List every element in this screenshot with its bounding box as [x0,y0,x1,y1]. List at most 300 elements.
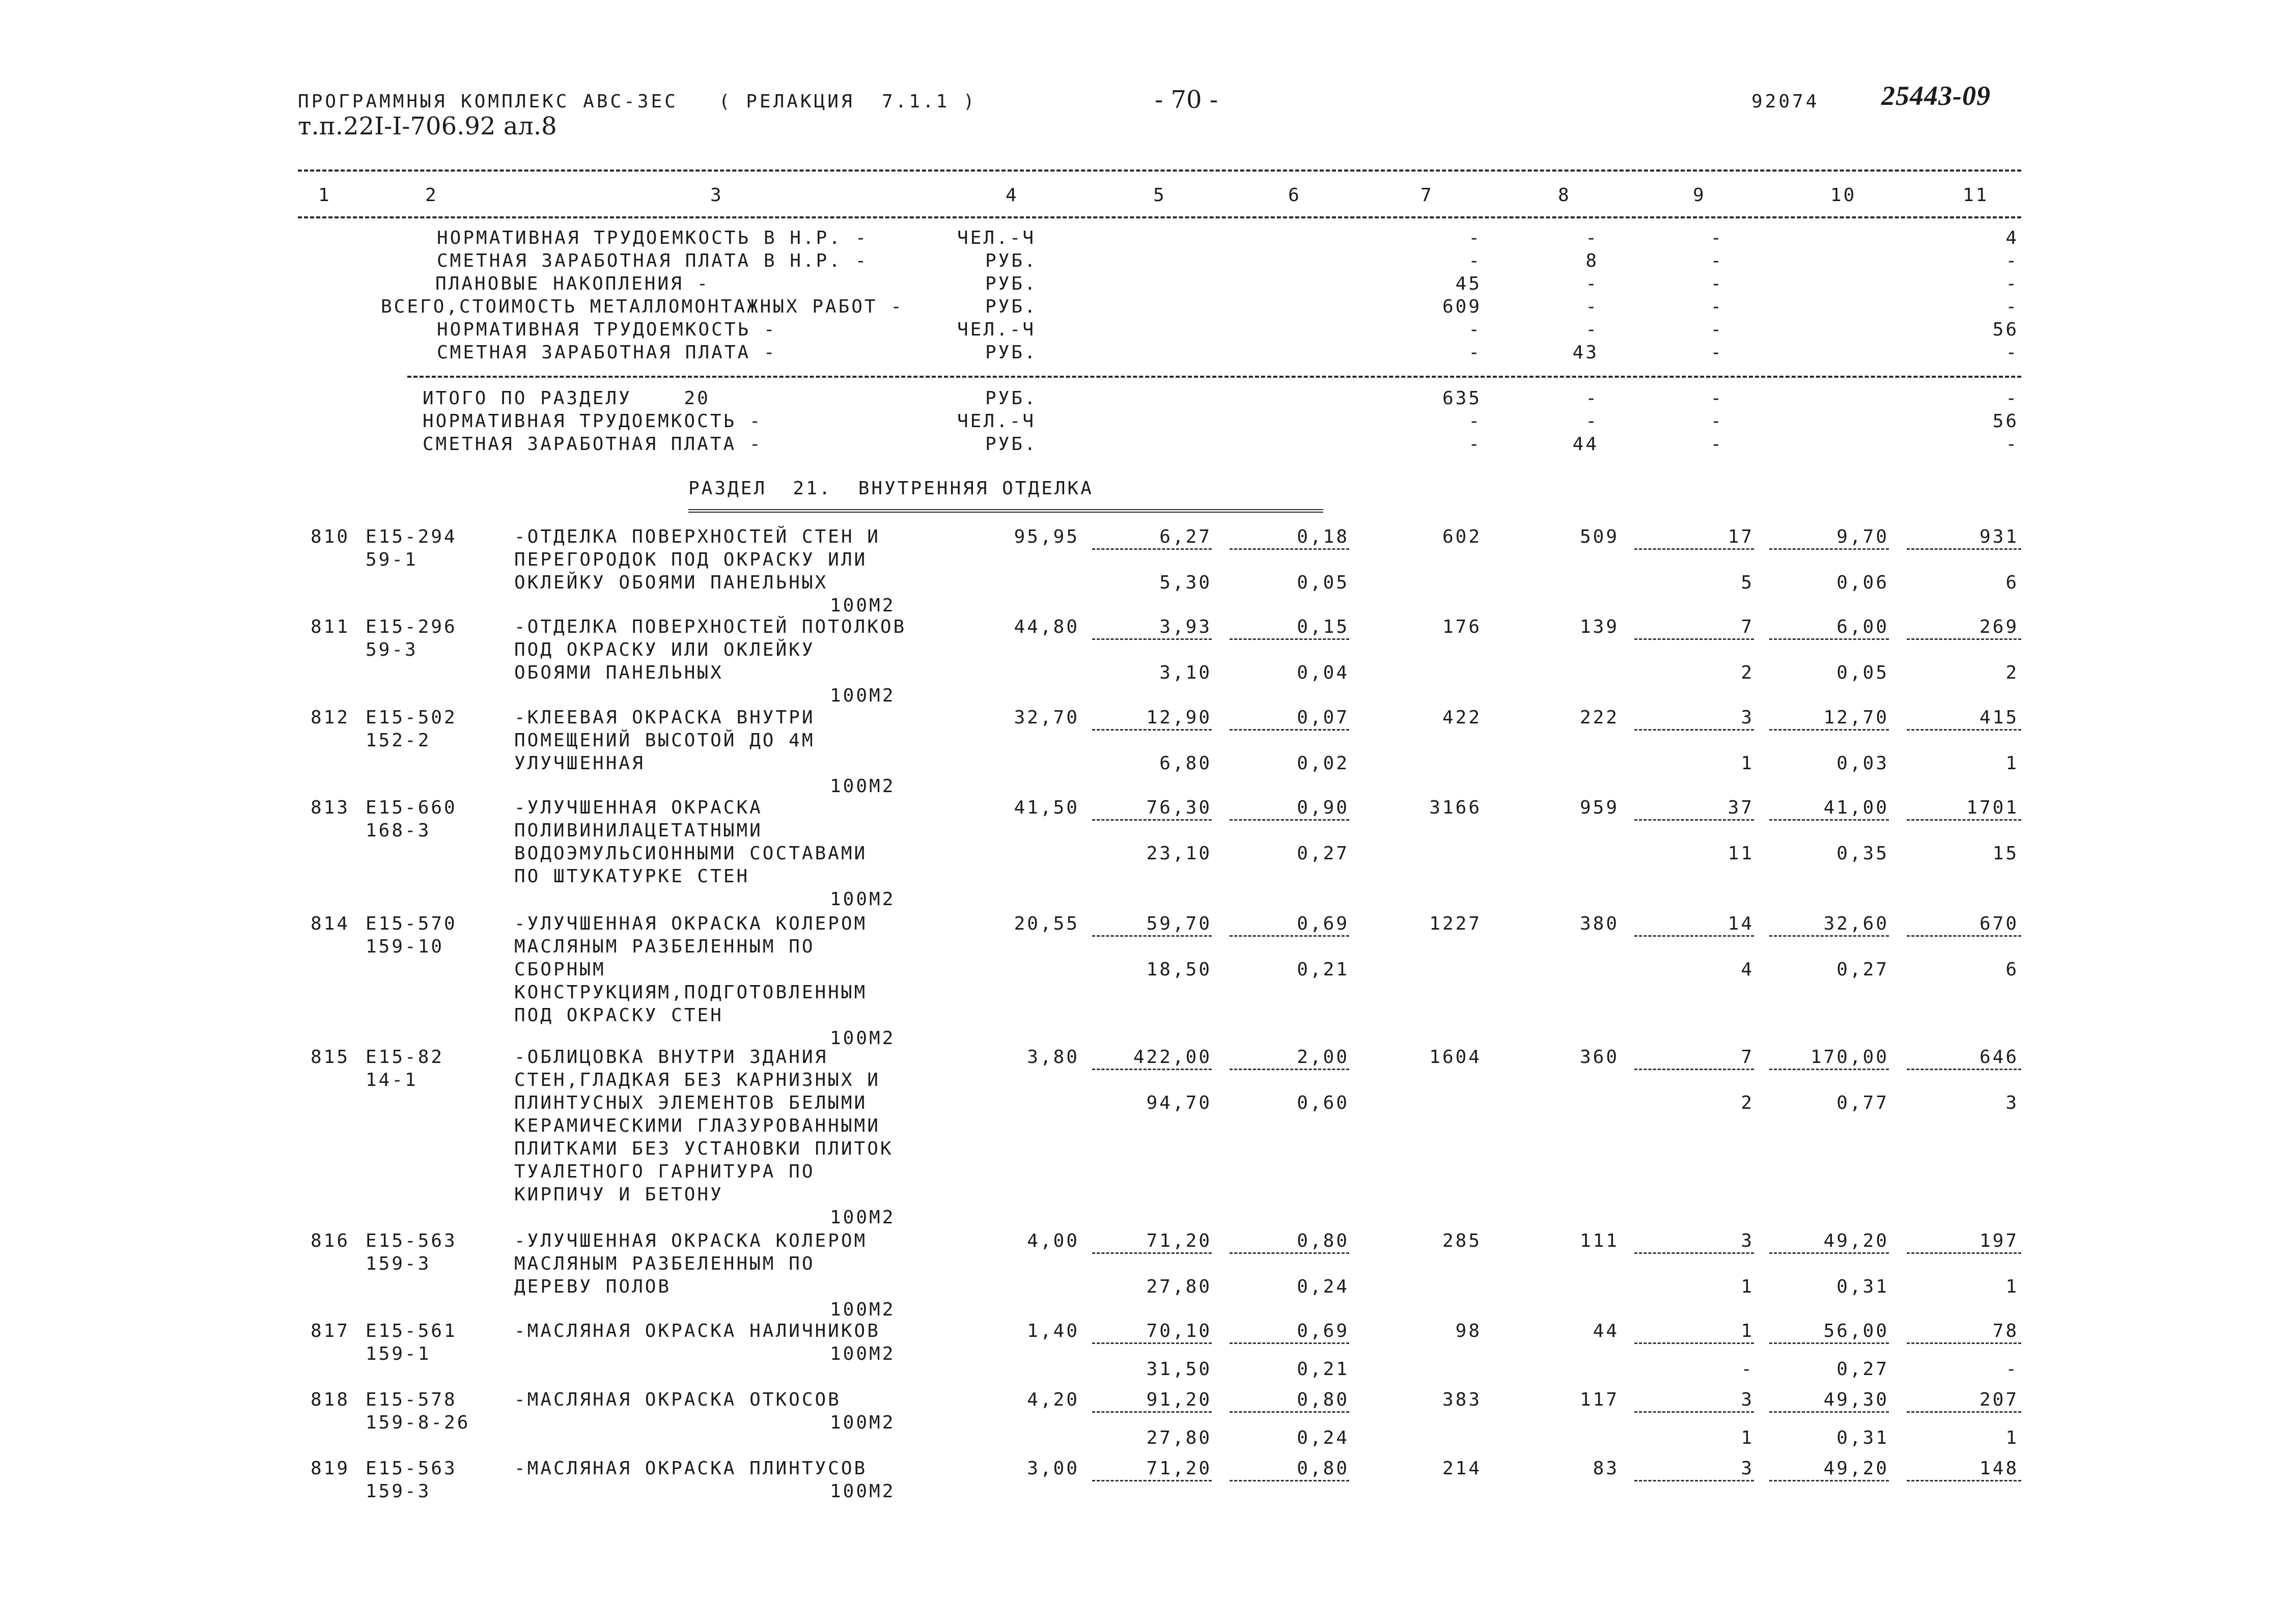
summary-col11: 56 [1992,411,2019,432]
entry-description: -ОТДЕЛКА ПОВЕРХНОСТЕЙ СТЕН И [514,526,880,547]
entry-c6: 0,69 [1297,913,1349,934]
summary-col8: - [1585,273,1599,294]
entry-c11b: 3 [2005,1093,2019,1113]
entry-code: Е15-294 [366,526,457,547]
subtotal-divider [1092,729,1212,731]
entry-description: МАСЛЯНЫМ РАЗБЕЛЕННЫМ ПО [514,1253,815,1274]
subtotal-divider [1634,729,1754,731]
summary-col11: 56 [1992,319,2019,340]
entry-number: 814 [311,913,350,934]
entry-description: -УЛУЧШЕННАЯ ОКРАСКА КОЛЕРОМ [514,1230,868,1251]
entry-c5b: 3,10 [1159,662,1212,683]
entry-qty: 41,50 [1014,797,1079,818]
entry-code: Е15-82 [366,1047,444,1068]
entry-c10b: 0,03 [1836,753,1889,774]
subtotal-divider [1907,638,2021,640]
entry-description: МАСЛЯНЫМ РАЗБЕЛЕННЫМ ПО [514,936,815,957]
entry-number: 811 [311,617,350,637]
summary-col8: 43 [1572,342,1599,363]
entry-c6b: 0,24 [1297,1427,1349,1448]
entry-c9b: 1 [1741,753,1754,774]
entry-c5: 422,00 [1133,1047,1212,1068]
entry-c8: 117 [1579,1389,1619,1410]
subtotal-divider [1907,1411,2021,1413]
entry-c7: 98 [1455,1321,1482,1341]
entry-c10: 32,60 [1823,913,1889,934]
entry-c11: 1701 [1966,797,2019,818]
subtotal-divider [1230,1252,1349,1254]
entry-c5: 71,20 [1146,1230,1212,1251]
entry-c9b: 4 [1741,959,1754,980]
subtotal-divider [1769,729,1889,731]
page-number: - 70 - [1155,86,1218,114]
entry-c10: 12,70 [1823,707,1889,728]
column-number: 5 [1153,185,1166,206]
entry-c11: 415 [1979,707,2019,728]
entry-description: -МАСЛЯНАЯ ОКРАСКА ОТКОСОВ [514,1389,841,1410]
subtotal-divider [1230,638,1349,640]
entry-description: -УЛУЧШЕННАЯ ОКРАСКА [514,797,763,818]
entry-code: Е15-561 [366,1321,457,1341]
entry-c11: 931 [1979,526,2019,547]
entry-number: 818 [311,1389,350,1410]
entry-description: ПЛИТКАМИ БЕЗ УСТАНОВКИ ПЛИТОК [514,1138,894,1159]
subtotal-divider [1634,1342,1754,1344]
entry-c8: 380 [1579,913,1619,934]
entry-code: Е15-578 [366,1389,457,1410]
section-title: РАЗДЕЛ 21. ВНУТРЕННЯЯ ОТДЕЛКА [688,478,1094,499]
entry-unit: 100М2 [830,595,896,616]
header-rule [298,216,2021,218]
entry-c6b: 0,02 [1297,753,1349,774]
top-rule [298,170,2021,172]
entry-c8: 222 [1579,707,1619,728]
summary-col7: - [1468,342,1482,363]
entry-c6: 0,80 [1297,1458,1349,1479]
entry-c11b: 6 [2005,959,2019,980]
entry-c10: 9,70 [1836,526,1889,547]
entry-qty: 95,95 [1014,526,1079,547]
summary-col7: - [1468,250,1482,271]
entry-c11: 148 [1979,1458,2019,1479]
entry-c8: 139 [1579,617,1619,637]
entry-c9: 17 [1727,526,1754,547]
entry-description: -ОТДЕЛКА ПОВЕРХНОСТЕЙ ПОТОЛКОВ [514,617,907,637]
entry-description: УЛУЧШЕННАЯ [514,753,645,774]
summary-col11: - [2005,434,2019,455]
entry-c5: 12,90 [1146,707,1212,728]
summary-label: ИТОГО ПО РАЗДЕЛУ 20 [423,388,710,409]
entry-c9b: 2 [1741,1093,1754,1113]
entry-code-ref: 159-3 [366,1253,431,1274]
subtotal-divider [1092,638,1212,640]
summary-col11: - [2005,342,2019,363]
entry-c7: 176 [1442,617,1482,637]
subtotal-divider [1907,819,2021,821]
subtotal-divider [1907,1069,2021,1070]
entry-unit: 100М2 [830,889,896,910]
document-code: 92074 [1751,91,1820,112]
summary-label: НОРМАТИВНАЯ ТРУДОЕМКОСТЬ - [423,411,763,432]
summary-unit: ЧЕЛ.-Ч [957,411,1036,432]
subtotal-divider [1769,1480,1889,1481]
entry-c5b: 23,10 [1146,843,1212,864]
entry-c10b: 0,77 [1836,1093,1889,1113]
entry-c10: 49,20 [1823,1458,1889,1479]
column-number: 11 [1963,185,1989,206]
summary-col8: - [1585,296,1599,317]
entry-c5: 3,93 [1159,617,1212,637]
entry-description: ПОЛИВИНИЛАЦЕТАТНЫМИ [514,820,763,841]
summary-col7: 45 [1455,273,1482,294]
summary-rule [407,376,2021,378]
entry-c8: 44 [1593,1321,1619,1341]
entry-qty: 44,80 [1014,617,1079,637]
entry-c7: 285 [1442,1230,1482,1251]
entry-description: ДЕРЕВУ ПОЛОВ [514,1276,672,1297]
subtotal-divider [1769,1069,1889,1070]
subtotal-divider [1769,1342,1889,1344]
entry-c8: 111 [1579,1230,1619,1251]
summary-col9: - [1710,319,1723,340]
summary-label: ПЛАНОВЫЕ НАКОПЛЕНИЯ - [435,273,710,294]
entry-c10b: 0,27 [1836,959,1889,980]
entry-qty: 20,55 [1014,913,1079,934]
entry-c10: 6,00 [1836,617,1889,637]
entry-code-ref: 159-8-26 [366,1412,470,1433]
subtotal-divider [1907,935,2021,937]
entry-c6: 0,69 [1297,1321,1349,1341]
entry-description: ТУАЛЕТНОГО ГАРНИТУРА ПО [514,1161,815,1182]
entry-number: 810 [311,526,350,547]
entry-description: -МАСЛЯНАЯ ОКРАСКА НАЛИЧНИКОВ [514,1321,880,1341]
entry-c5b: 94,70 [1146,1093,1212,1113]
entry-unit: 100М2 [830,685,896,706]
subtotal-divider [1230,1411,1349,1413]
entry-number: 816 [311,1230,350,1251]
program-title: ПРОГРАММНЫЯ КОМПЛЕКС АВС-3ЕС ( РЕЛАКЦИЯ 7.1.1 ) [298,91,977,112]
entry-c6b: 0,21 [1297,959,1349,980]
column-number: 3 [710,185,723,206]
entry-c9: 3 [1741,1389,1754,1410]
subtotal-divider [1907,1480,2021,1481]
entry-qty: 3,80 [1027,1047,1079,1068]
summary-unit: ЧЕЛ.-Ч [957,319,1036,340]
entry-c10b: 0,27 [1836,1359,1889,1380]
summary-col7: 609 [1442,296,1482,317]
column-number: 1 [318,185,331,206]
entry-description: СТЕН,ГЛАДКАЯ БЕЗ КАРНИЗНЫХ И [514,1070,880,1090]
entry-c11: 646 [1979,1047,2019,1068]
summary-col7: 635 [1442,388,1482,409]
subtotal-divider [1634,1480,1754,1481]
entry-c9b: - [1741,1359,1754,1380]
entry-description: ПОМЕЩЕНИЙ ВЫСОТОЙ ДО 4М [514,730,815,751]
subtotal-divider [1634,935,1754,937]
entry-c5b: 18,50 [1146,959,1212,980]
entry-code: Е15-563 [366,1230,457,1251]
entry-code-ref: 159-1 [366,1343,431,1364]
entry-c6b: 0,60 [1297,1093,1349,1113]
entry-c10: 49,30 [1823,1389,1889,1410]
entry-c6: 0,18 [1297,526,1349,547]
entry-c8: 83 [1593,1458,1619,1479]
summary-label: НОРМАТИВНАЯ ТРУДОЕМКОСТЬ В Н.Р. - [437,228,869,248]
entry-c11b: 2 [2005,662,2019,683]
entry-c6b: 0,04 [1297,662,1349,683]
entry-c7: 1604 [1429,1047,1482,1068]
entry-number: 815 [311,1047,350,1068]
subtotal-divider [1769,1411,1889,1413]
entry-description: ОКЛЕЙКУ ОБОЯМИ ПАНЕЛЬНЫХ [514,572,828,593]
entry-c6b: 0,27 [1297,843,1349,864]
entry-description: КОНСТРУКЦИЯМ,ПОДГОТОВЛЕННЫМ [514,982,868,1003]
entry-c11b: - [2005,1359,2019,1380]
subtotal-divider [1769,548,1889,550]
entry-description: -УЛУЧШЕННАЯ ОКРАСКА КОЛЕРОМ [514,913,868,934]
entry-c9b: 1 [1741,1427,1754,1448]
entry-description: ПЕРЕГОРОДОК ПОД ОКРАСКУ ИЛИ [514,549,868,570]
section-title-underline [688,509,1323,513]
entry-code: Е15-570 [366,913,457,934]
summary-col8: 8 [1585,250,1599,271]
summary-col9: - [1710,228,1723,248]
summary-unit: РУБ. [985,342,1038,363]
entry-description: ПОД ОКРАСКУ СТЕН [514,1005,723,1026]
entry-c10: 170,00 [1810,1047,1889,1068]
entry-description: ОБОЯМИ ПАНЕЛЬНЫХ [514,662,723,683]
entry-code-ref: 152-2 [366,730,431,751]
subtotal-divider [1634,548,1754,550]
subtotal-divider [1230,1069,1349,1070]
entry-c5b: 31,50 [1146,1359,1212,1380]
entry-c8: 959 [1579,797,1619,818]
entry-c5b: 27,80 [1146,1276,1212,1297]
subtotal-divider [1769,1252,1889,1254]
subtotal-divider [1230,548,1349,550]
subtotal-divider [1092,1342,1212,1344]
summary-label: СМЕТНАЯ ЗАРАБОТНАЯ ПЛАТА - [423,434,763,455]
summary-col8: 44 [1572,434,1599,455]
entry-c9: 37 [1727,797,1754,818]
entry-description: -КЛЕЕВАЯ ОКРАСКА ВНУТРИ [514,707,815,728]
subtotal-divider [1769,638,1889,640]
entry-c7: 1227 [1429,913,1482,934]
entry-c7: 602 [1442,526,1482,547]
entry-c10b: 0,06 [1836,572,1889,593]
entry-c10b: 0,35 [1836,843,1889,864]
entry-description: -ОБЛИЦОВКА ВНУТРИ ЗДАНИЯ [514,1047,828,1068]
entry-code-ref: 59-3 [366,639,418,660]
entry-c6: 0,80 [1297,1230,1349,1251]
entry-qty: 4,00 [1027,1230,1079,1251]
column-number: 9 [1693,185,1706,206]
subtotal-divider [1769,935,1889,937]
entry-c6: 0,15 [1297,617,1349,637]
entry-c7: 383 [1442,1389,1482,1410]
summary-unit: ЧЕЛ.-Ч [957,228,1036,248]
entry-qty: 4,20 [1027,1389,1079,1410]
entry-unit: 100М2 [830,776,896,797]
entry-c6: 0,90 [1297,797,1349,818]
summary-unit: РУБ. [985,434,1038,455]
summary-col8: - [1585,388,1599,409]
project-code: т.п.22I-I-706.92 ал.8 [298,112,557,141]
subtotal-divider [1230,1480,1349,1481]
entry-c11b: 6 [2005,572,2019,593]
entry-c10b: 0,31 [1836,1276,1889,1297]
summary-col11: - [2005,250,2019,271]
summary-col9: - [1710,411,1723,432]
entry-c11b: 1 [2005,753,2019,774]
entry-c10: 49,20 [1823,1230,1889,1251]
entry-c10: 41,00 [1823,797,1889,818]
entry-description: ПО ШТУКАТУРКЕ СТЕН [514,866,750,887]
entry-c9: 7 [1741,1047,1754,1068]
entry-c5b: 27,80 [1146,1427,1212,1448]
entry-c9: 1 [1741,1321,1754,1341]
entry-code-ref: 59-1 [366,549,418,570]
entry-code-ref: 14-1 [366,1070,418,1090]
entry-code: Е15-502 [366,707,457,728]
entry-c9b: 2 [1741,662,1754,683]
entry-c9: 3 [1741,1458,1754,1479]
subtotal-divider [1907,548,2021,550]
entry-description: -МАСЛЯНАЯ ОКРАСКА ПЛИНТУСОВ [514,1458,868,1479]
summary-col9: - [1710,296,1723,317]
subtotal-divider [1092,1480,1212,1481]
entry-c11b: 1 [2005,1427,2019,1448]
column-number: 7 [1420,185,1434,206]
entry-c10b: 0,31 [1836,1427,1889,1448]
entry-c11: 78 [1992,1321,2019,1341]
column-number: 2 [425,185,438,206]
entry-description: КИРПИЧУ И БЕТОНУ [514,1184,723,1205]
subtotal-divider [1907,1252,2021,1254]
entry-code-ref: 168-3 [366,820,431,841]
summary-col9: - [1710,250,1723,271]
summary-col8: - [1585,319,1599,340]
subtotal-divider [1230,1342,1349,1344]
entry-unit: 100М2 [830,1412,896,1433]
entry-number: 812 [311,707,350,728]
entry-description: СБОРНЫМ [514,959,606,980]
entry-unit: 100М2 [830,1343,896,1364]
entry-description: ПЛИНТУСНЫХ ЭЛЕМЕНТОВ БЕЛЫМИ [514,1093,868,1113]
entry-c5: 6,27 [1159,526,1212,547]
entry-c9b: 5 [1741,572,1754,593]
entry-qty: 3,00 [1027,1458,1079,1479]
entry-c5b: 5,30 [1159,572,1212,593]
entry-c11: 269 [1979,617,2019,637]
summary-col9: - [1710,273,1723,294]
entry-c8: 360 [1579,1047,1619,1068]
entry-c5: 71,20 [1146,1458,1212,1479]
column-number: 8 [1558,185,1571,206]
entry-c5: 59,70 [1146,913,1212,934]
entry-c9: 14 [1727,913,1754,934]
entry-unit: 100М2 [830,1299,896,1320]
entry-qty: 1,40 [1027,1321,1079,1341]
entry-c7: 214 [1442,1458,1482,1479]
subtotal-divider [1769,819,1889,821]
entry-number: 819 [311,1458,350,1479]
entry-c6b: 0,21 [1297,1359,1349,1380]
entry-code-ref: 159-3 [366,1481,431,1502]
summary-col9: - [1710,388,1723,409]
summary-col11: - [2005,388,2019,409]
summary-col7: - [1468,228,1482,248]
entry-c11: 670 [1979,913,2019,934]
entry-c8: 509 [1579,526,1619,547]
entry-c5: 70,10 [1146,1321,1212,1341]
entry-code: Е15-296 [366,617,457,637]
subtotal-divider [1230,729,1349,731]
entry-c6: 0,07 [1297,707,1349,728]
entry-unit: 100М2 [830,1028,896,1049]
summary-label: ВСЕГО,СТОИМОСТЬ МЕТАЛЛОМОНТАЖНЫХ РАБОТ - [381,296,904,317]
entry-c9: 3 [1741,1230,1754,1251]
entry-description: КЕРАМИЧЕСКИМИ ГЛАЗУРОВАННЫМИ [514,1115,880,1136]
subtotal-divider [1092,1411,1212,1413]
summary-unit: РУБ. [985,250,1038,271]
entry-code: Е15-660 [366,797,457,818]
archive-stamp: 25443-09 [1881,80,1991,111]
entry-qty: 32,70 [1014,707,1079,728]
entry-unit: 100М2 [830,1481,896,1502]
entry-code-ref: 159-10 [366,936,444,957]
entry-c6: 2,00 [1297,1047,1349,1068]
summary-unit: РУБ. [985,273,1038,294]
subtotal-divider [1092,548,1212,550]
entry-c9: 7 [1741,617,1754,637]
entry-description: ПОД ОКРАСКУ ИЛИ ОКЛЕЙКУ [514,639,815,660]
column-number: 10 [1830,185,1857,206]
summary-col9: - [1710,342,1723,363]
subtotal-divider [1230,935,1349,937]
summary-col7: - [1468,319,1482,340]
entry-c5b: 6,80 [1159,753,1212,774]
entry-c7: 422 [1442,707,1482,728]
summary-unit: РУБ. [985,388,1038,409]
summary-col7: - [1468,434,1482,455]
entry-number: 813 [311,797,350,818]
subtotal-divider [1634,1069,1754,1070]
subtotal-divider [1634,638,1754,640]
entry-c11b: 15 [1992,843,2019,864]
subtotal-divider [1092,1252,1212,1254]
entry-code: Е15-563 [366,1458,457,1479]
entry-number: 817 [311,1321,350,1341]
summary-col11: - [2005,273,2019,294]
entry-c10b: 0,05 [1836,662,1889,683]
entry-c9b: 11 [1727,843,1754,864]
entry-c9b: 1 [1741,1276,1754,1297]
entry-c11b: 1 [2005,1276,2019,1297]
subtotal-divider [1634,1411,1754,1413]
subtotal-divider [1092,935,1212,937]
entry-c11: 197 [1979,1230,2019,1251]
summary-col7: - [1468,411,1482,432]
summary-label: НОРМАТИВНАЯ ТРУДОЕМКОСТЬ - [437,319,777,340]
summary-unit: РУБ. [985,296,1038,317]
summary-col11: 4 [2005,228,2019,248]
subtotal-divider [1092,819,1212,821]
summary-col8: - [1585,411,1599,432]
subtotal-divider [1907,729,2021,731]
entry-c10: 56,00 [1823,1321,1889,1341]
entry-c5: 91,20 [1146,1389,1212,1410]
